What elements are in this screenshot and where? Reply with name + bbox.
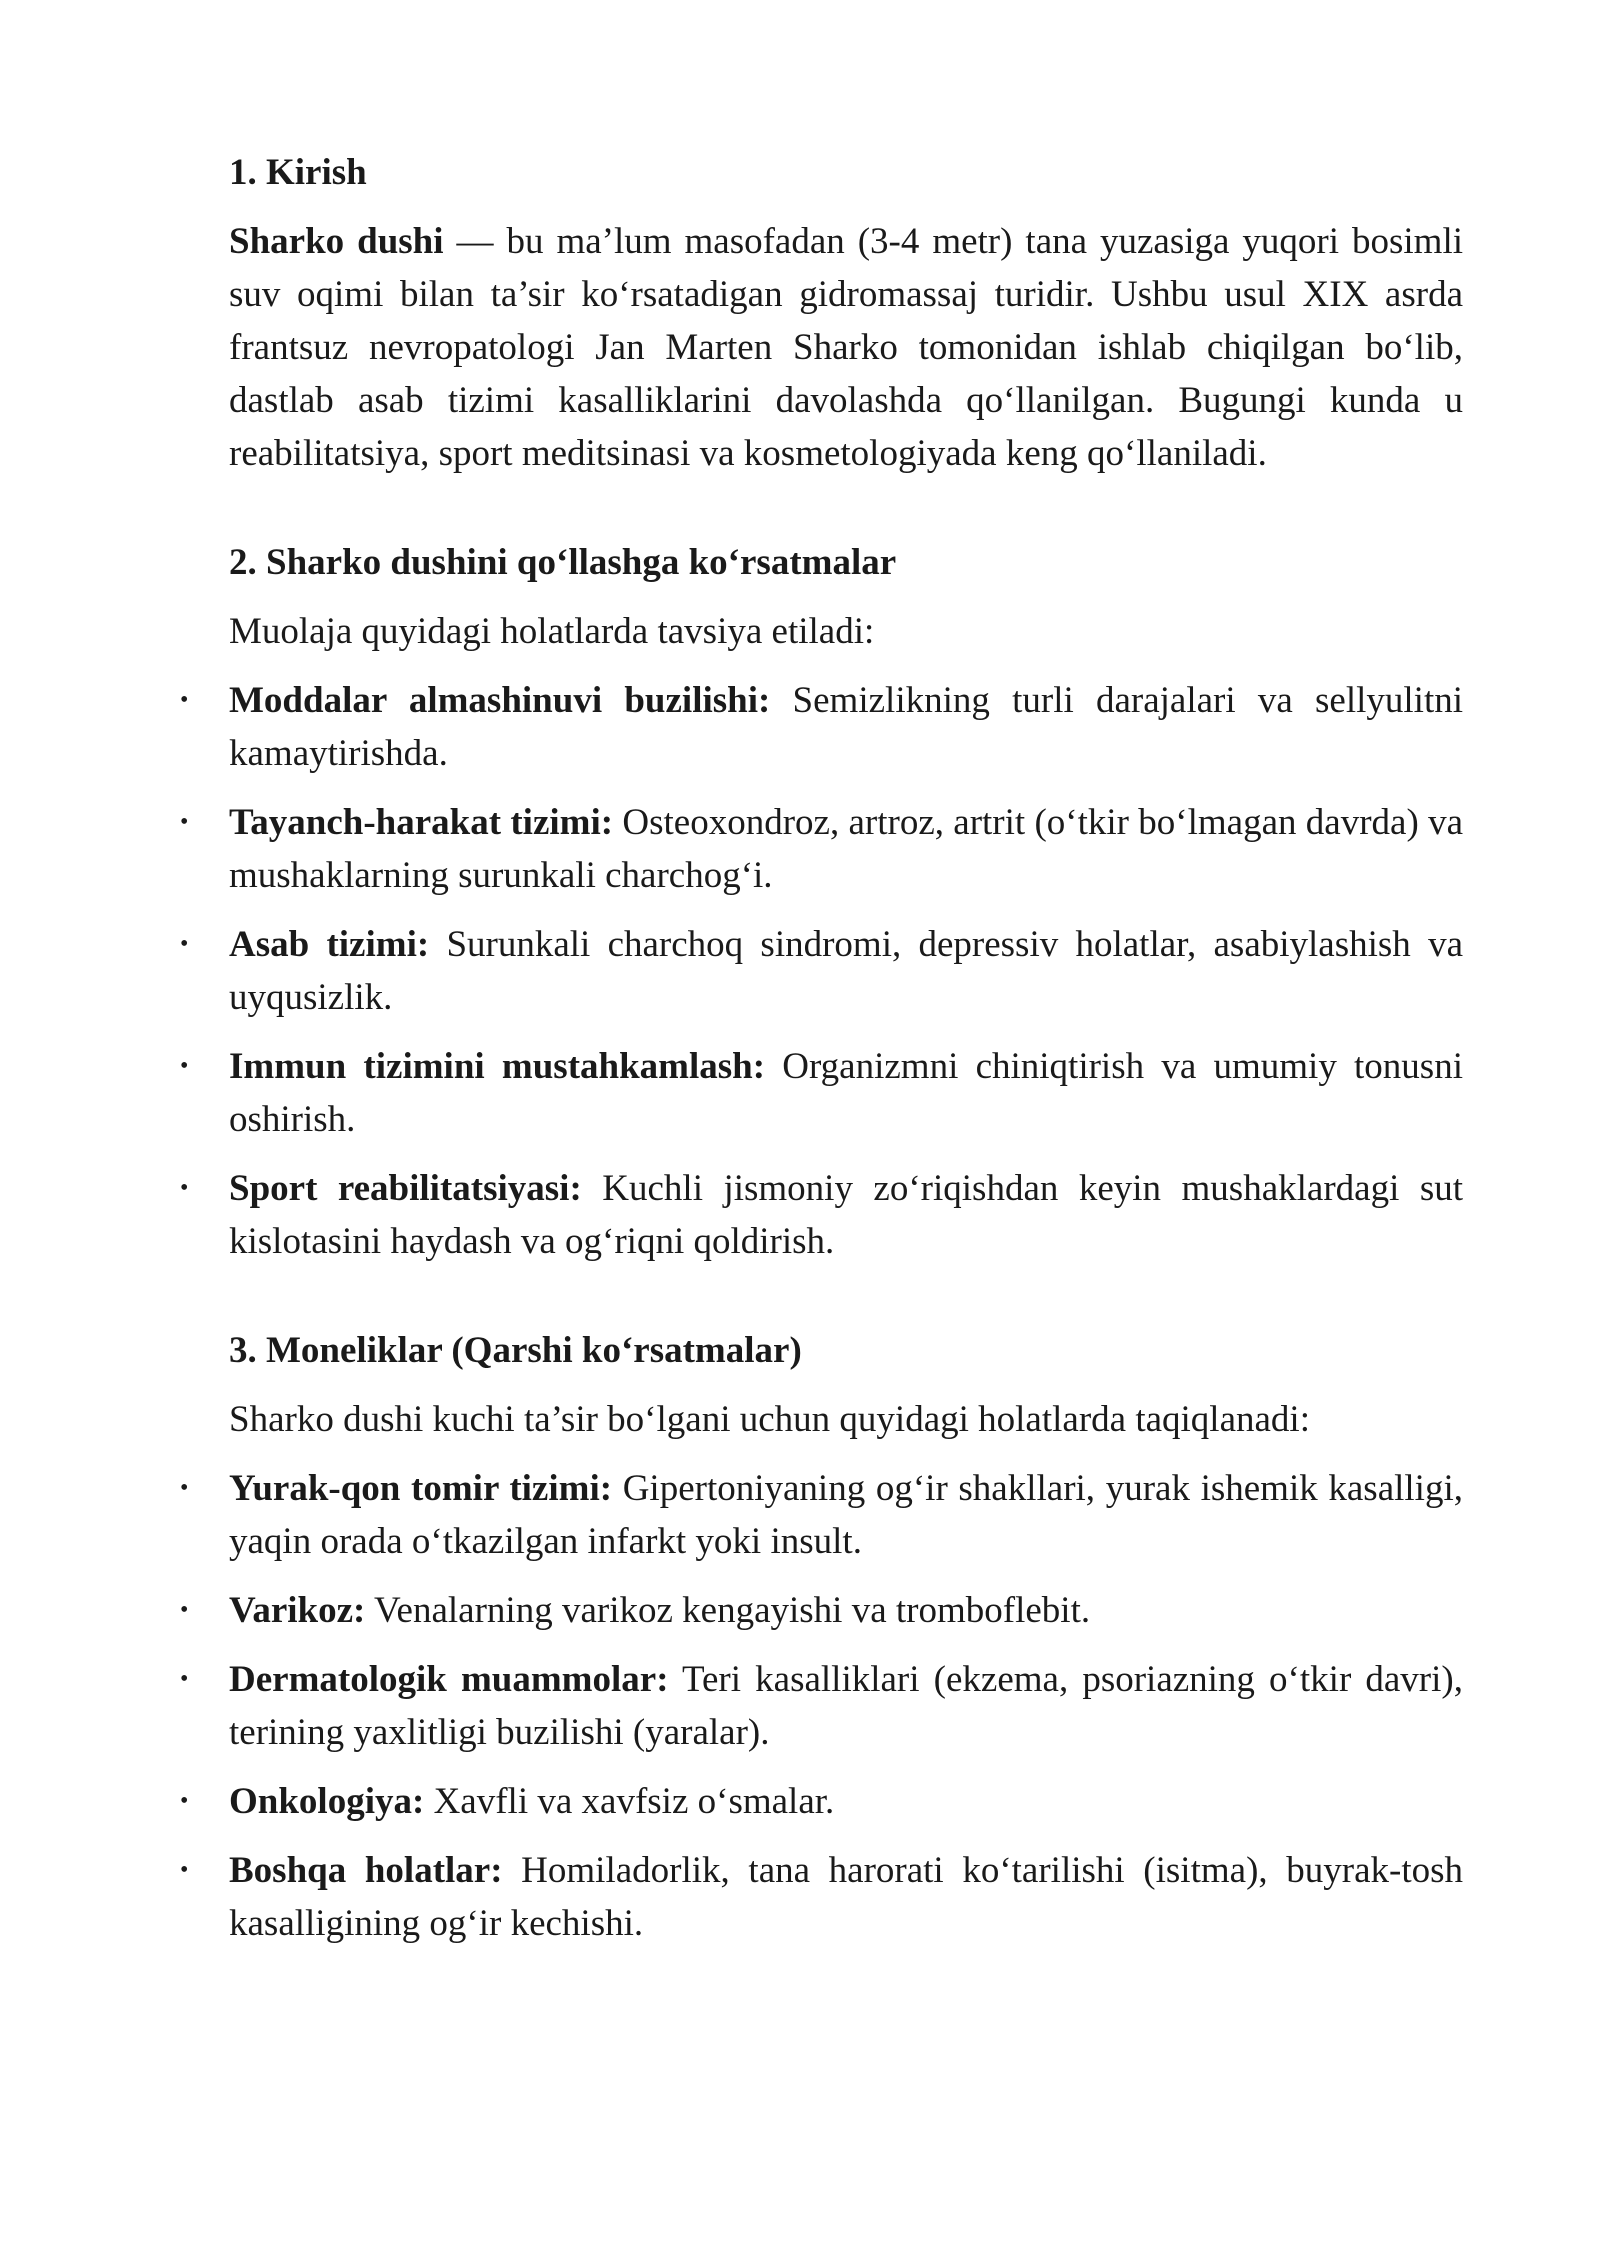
list-item	[180, 1462, 1463, 1568]
section-heading: 2. Sharko dushini qo‘llashga ko‘rsatmalar	[229, 542, 897, 583]
item-text: Organizmni chiniqtirish va umumiy tonusni oshirish.	[229, 1046, 1463, 1140]
list-item	[180, 1653, 1463, 1759]
list-item	[180, 1775, 1463, 1828]
section-heading: 1. Kirish	[229, 152, 367, 193]
bullet-icon: •	[180, 1053, 189, 1079]
bullet-icon: •	[180, 1857, 189, 1883]
section-kirish	[229, 146, 1463, 480]
section-intro: Sharko dushi kuchi ta’sir bo‘lgani uchun quyidagi holatlarda taqiqlanadi:	[229, 1399, 1310, 1440]
item-term: Tayanch-harakat tizimi:	[229, 802, 614, 843]
paragraph-term: Sharko dushi	[229, 221, 444, 262]
item-text: Xavfli va xavfsiz o‘smalar.	[424, 1781, 835, 1822]
document-content	[180, 146, 1464, 1950]
list-item	[180, 1844, 1463, 1950]
intro-paragraph	[229, 215, 1463, 480]
bullet-icon: •	[180, 687, 189, 713]
section-contraindications	[180, 1324, 1463, 1950]
item-term: Moddalar almashinuvi buzilishi:	[229, 680, 771, 721]
item-term: Yurak-qon tomir tizimi:	[229, 1468, 613, 1509]
bullet-icon: •	[180, 1597, 189, 1623]
item-term: Varikoz:	[229, 1590, 366, 1631]
item-term: Asab tizimi:	[229, 924, 430, 965]
item-term: Immun tizimini mustahkamlash:	[229, 1046, 766, 1087]
bullet-icon: •	[180, 1666, 189, 1692]
section-indications	[180, 536, 1464, 1268]
bullet-icon: •	[180, 1175, 189, 1201]
bullet-list	[180, 674, 1464, 1268]
item-term: Dermatologik muammolar:	[229, 1659, 669, 1700]
bullet-list	[180, 1462, 1463, 1950]
item-text: Teri kasalliklari (ekzema, psoriazning o‘tkir davri), terining yaxlitligi buzilishi (yaralar).	[229, 1659, 1463, 1753]
list-item	[180, 1040, 1463, 1146]
item-term: Onkologiya:	[229, 1781, 425, 1822]
bullet-icon: •	[180, 1788, 189, 1814]
list-item	[180, 796, 1463, 902]
item-text: Semizlikning turli darajalari va sellyulitni kamaytirishda.	[229, 680, 1464, 774]
item-text: Osteoxondroz, artroz, artrit (o‘tkir bo‘lmagan davrda) va mushaklarning surunkali charchog‘i.	[229, 802, 1463, 896]
list-item	[180, 1584, 1463, 1637]
item-text: Surunkali charchoq sindromi, depressiv holatlar, asabiylashish va uyqusizlik.	[229, 924, 1463, 1018]
bullet-icon: •	[180, 1475, 189, 1501]
item-term: Boshqa holatlar:	[229, 1850, 503, 1891]
item-text: Homiladorlik, tana harorati ko‘tarilishi (isitma), buyrak-tosh kasalligining og‘ir kechishi.	[229, 1850, 1463, 1944]
list-item	[180, 918, 1463, 1024]
section-heading: 3. Moneliklar (Qarshi ko‘rsatmalar)	[229, 1330, 802, 1371]
list-item	[180, 1162, 1463, 1268]
item-term: Sport reabilitatsiyasi:	[229, 1168, 582, 1209]
item-text: Kuchli jismoniy zo‘riqishdan keyin mushaklardagi sut kislotasini haydash va og‘riqni qoldirish.	[229, 1168, 1463, 1262]
paragraph-text: — bu ma’lum masofadan (3-4 metr) tana yuzasiga yuqori bosimli suv oqimi bilan ta’sir ko‘rsatadigan gidromassaj turidir. Ushbu usul XIX asrda frantsuz nevropatologi Jan Marten Sharko tomonidan ishlab chiqilgan bo‘lib, dastlab asab tizimi kasalliklarini davolashda qo‘llanilgan. Bugungi kunda u reabilitatsiya, sport meditsinasi va kosmetologiyada keng qo‘llaniladi.	[229, 221, 1463, 474]
item-text: Venalarning varikoz kengayishi va tromboflebit.	[365, 1590, 1091, 1631]
section-intro: Muolaja quyidagi holatlarda tavsiya etiladi:	[229, 611, 875, 652]
list-item	[180, 674, 1464, 780]
bullet-icon: •	[180, 809, 189, 835]
bullet-icon: •	[180, 931, 189, 957]
item-text: Gipertoniyaning og‘ir shakllari, yurak ishemik kasalligi, yaqin orada o‘tkazilgan infarkt yoki insult.	[229, 1468, 1463, 1562]
